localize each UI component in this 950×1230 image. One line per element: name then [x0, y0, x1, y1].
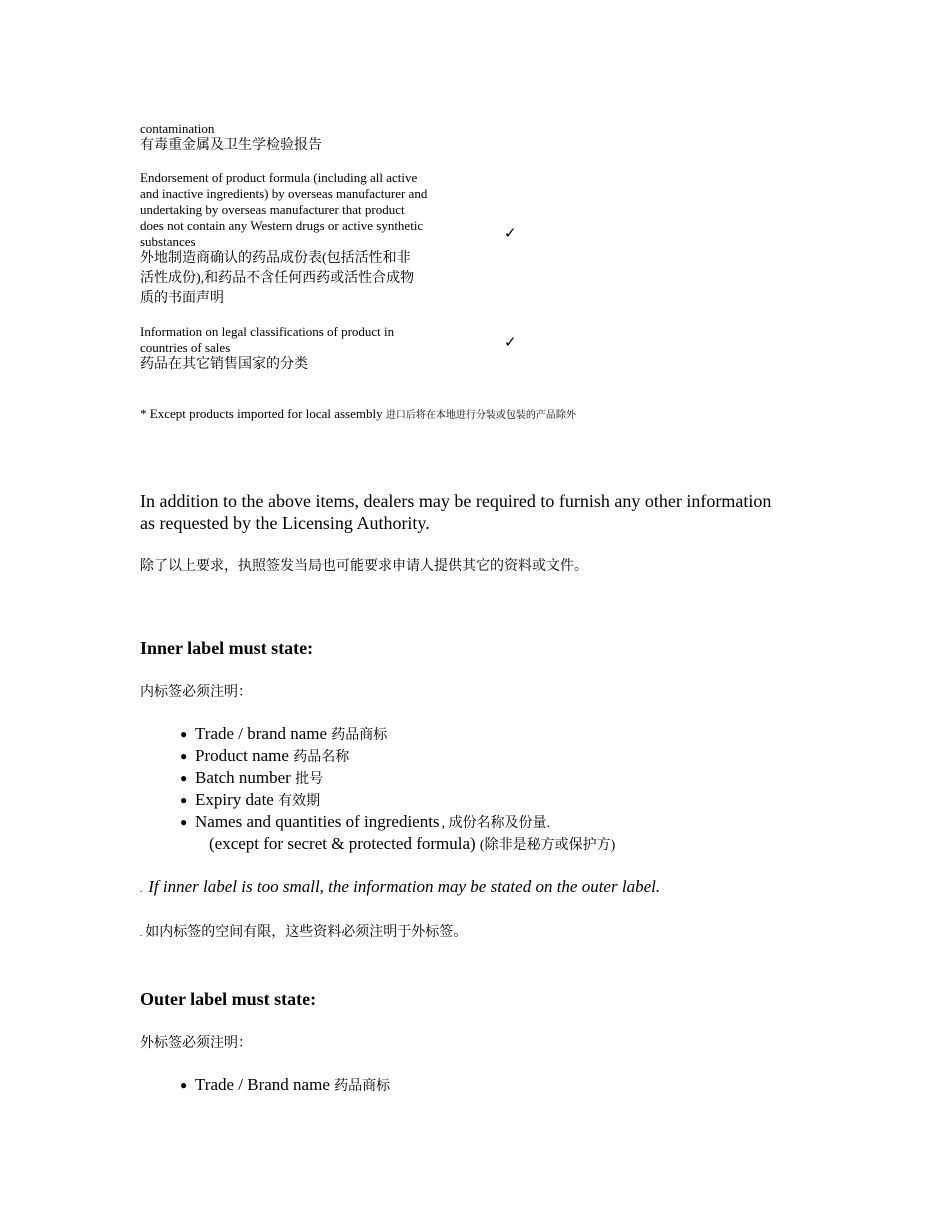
list-item — [180, 790, 320, 810]
checkmark-icon: ✓ — [504, 333, 517, 351]
footnote-en: * Except products imported for local assembly — [140, 406, 383, 421]
item-line-cn: 质的书面声明 — [140, 291, 224, 306]
additional-paragraph — [140, 490, 820, 534]
bullet-en: Expiry date — [195, 790, 274, 809]
item-classification-cn — [140, 355, 308, 375]
bullet-en: Trade / Brand name — [195, 1075, 330, 1094]
item-endorsement-cn — [140, 249, 480, 309]
item-line-cn: 外地制造商确认的药品成份表(包括活性和非 — [140, 251, 411, 266]
inner-label-note-en: If inner label is too small, the information may be stated on the outer label. — [148, 877, 661, 896]
outer-label-heading-cn: 外标签必须注明： — [140, 1036, 252, 1051]
list-item — [180, 746, 349, 766]
inner-label-note: . If inner label is too small, the information may be stated on the outer label. — [140, 877, 661, 896]
exception-cn: (除非是秘方或保护方) — [479, 838, 616, 853]
item-line: does not contain any Western drugs or active synthetic — [140, 218, 424, 233]
bullet-cn: 成份名称及份量 — [448, 816, 547, 831]
list-item: ● Names and quantities of ingredients , 成份名称及份量. — [180, 812, 551, 831]
item-line: undertaking by overseas manufacturer that product — [140, 202, 405, 217]
item-line: substances — [140, 234, 196, 249]
item-contamination-en — [140, 121, 214, 137]
additional-cn: 除了以上要求，执照签发当局也可能要求申请人提供其它的资料或文件。 — [140, 559, 588, 574]
bullet-cn: 有效期 — [278, 794, 321, 809]
bullet-cn: 药品商标 — [334, 1079, 391, 1094]
item-line: Endorsement of product formula (including all active — [140, 170, 418, 185]
exception-line — [209, 834, 615, 854]
bullet-icon: ● — [180, 749, 188, 763]
additional-line-2: as requested by the Licensing Authority. — [140, 513, 430, 533]
bullet-icon: ● — [180, 793, 188, 807]
bullet-en: Names and quantities of ingredients — [195, 812, 440, 831]
item-line: Information on legal classifications of product in — [140, 324, 395, 339]
bullet-en: Trade / brand name — [195, 724, 328, 743]
exception-en: (except for secret & protected formula) — [209, 834, 476, 853]
bullet-icon: ● — [180, 727, 188, 741]
list-item — [180, 724, 387, 744]
footnote-cn: 进口后将在本地进行分装或包装的产品除外 — [385, 410, 576, 421]
item-line-cn: 有毒重金属及卫生学检验报告 — [140, 138, 322, 153]
footnote — [140, 406, 576, 424]
item-line-cn: 药品在其它销售国家的分类 — [140, 357, 308, 372]
item-endorsement-en — [140, 170, 480, 250]
item-classification-en — [140, 324, 480, 356]
outer-label-heading: Outer label must state: — [140, 989, 317, 1009]
inner-label-heading: Inner label must state: — [140, 638, 314, 658]
inner-label-note-cn-row: . 如内标签的空间有限，这些资料必须注明于外标签。 — [140, 925, 468, 940]
item-line: and inactive ingredients) by overseas manufacturer and — [140, 186, 428, 201]
bullet-icon: ● — [180, 1078, 188, 1092]
item-line-cn: 活性成份),和药品不含任何西药或活性合成物 — [140, 271, 415, 286]
inner-label-note-cn: 如内标签的空间有限，这些资料必须注明于外标签。 — [145, 925, 468, 940]
item-line: contamination — [140, 121, 215, 136]
additional-line-1: In addition to the above items, dealers may be required to furnish any other information — [140, 491, 772, 511]
bullet-cn: 批号 — [295, 772, 324, 787]
bullet-icon: ● — [180, 815, 188, 829]
inner-label-heading-cn: 内标签必须注明： — [140, 685, 252, 700]
bullet-en: Batch number — [195, 768, 291, 787]
item-line: countries of sales — [140, 340, 231, 355]
checkmark-icon: ✓ — [504, 224, 517, 242]
bullet-en: Product name — [195, 746, 289, 765]
bullet-icon: ● — [180, 771, 188, 785]
list-item — [180, 768, 323, 788]
list-item — [180, 1075, 390, 1095]
bullet-cn: 药品商标 — [331, 728, 388, 743]
item-contamination-cn — [140, 136, 322, 156]
bullet-cn: 药品名称 — [293, 750, 350, 765]
